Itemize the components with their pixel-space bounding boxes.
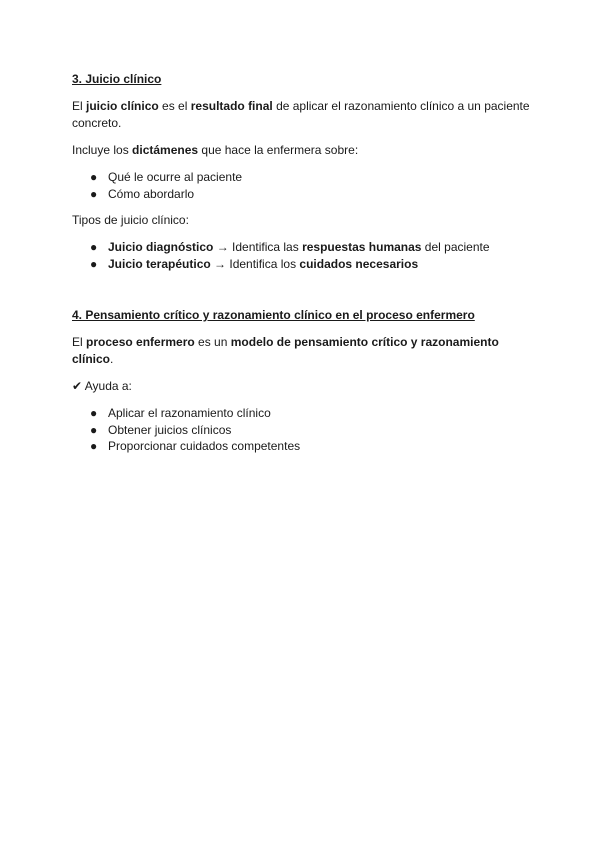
- document-body: [72, 70, 532, 465]
- list-item: ● Juicio terapéutico → Identifica los cuidados necesarios: [90, 256, 419, 271]
- section-3-includes: Incluye los dictámenes que hace la enfermera sobre:: [72, 143, 359, 157]
- list-item: ● Proporcionar cuidados competentes: [90, 439, 301, 453]
- bullet-icon: ●: [90, 422, 98, 437]
- section-4-definition: El proceso enfermero es un modelo de pensamiento crítico y razonamiento clínico.: [72, 335, 499, 366]
- bullet-icon: ●: [90, 170, 98, 184]
- bullet-icon: ●: [90, 256, 98, 271]
- list-item: ● Obtener juicios clínicos: [90, 422, 232, 437]
- list-item: ● Aplicar el razonamiento clínico: [90, 406, 271, 420]
- bullet-icon: ●: [90, 240, 98, 254]
- section-4-heading: 4. Pensamiento crítico y razonamiento clínico en el proceso enfermero: [72, 308, 475, 322]
- section-3-list-2: [72, 239, 532, 272]
- section-4: [72, 306, 532, 455]
- list-item: ● Juicio diagnóstico → Identifica las respuestas humanas del paciente: [90, 240, 490, 254]
- section-4-list: [72, 405, 532, 455]
- section-4-helps: ✔ Ayuda a:: [72, 379, 132, 393]
- bullet-icon: ●: [90, 186, 98, 201]
- section-3-list-1: [72, 169, 532, 202]
- bullet-icon: ●: [90, 439, 98, 453]
- list-item: ● Cómo abordarlo: [90, 186, 195, 201]
- list-item: ● Qué le ocurre al paciente: [90, 170, 243, 184]
- bullet-icon: ●: [90, 406, 98, 420]
- section-3-heading: 3. Juicio clínico: [72, 72, 162, 86]
- section-3-types: Tipos de juicio clínico:: [72, 213, 189, 227]
- section-3-definition: El juicio clínico es el resultado final de aplicar el razonamiento clínico a un paciente concreto.: [72, 99, 530, 130]
